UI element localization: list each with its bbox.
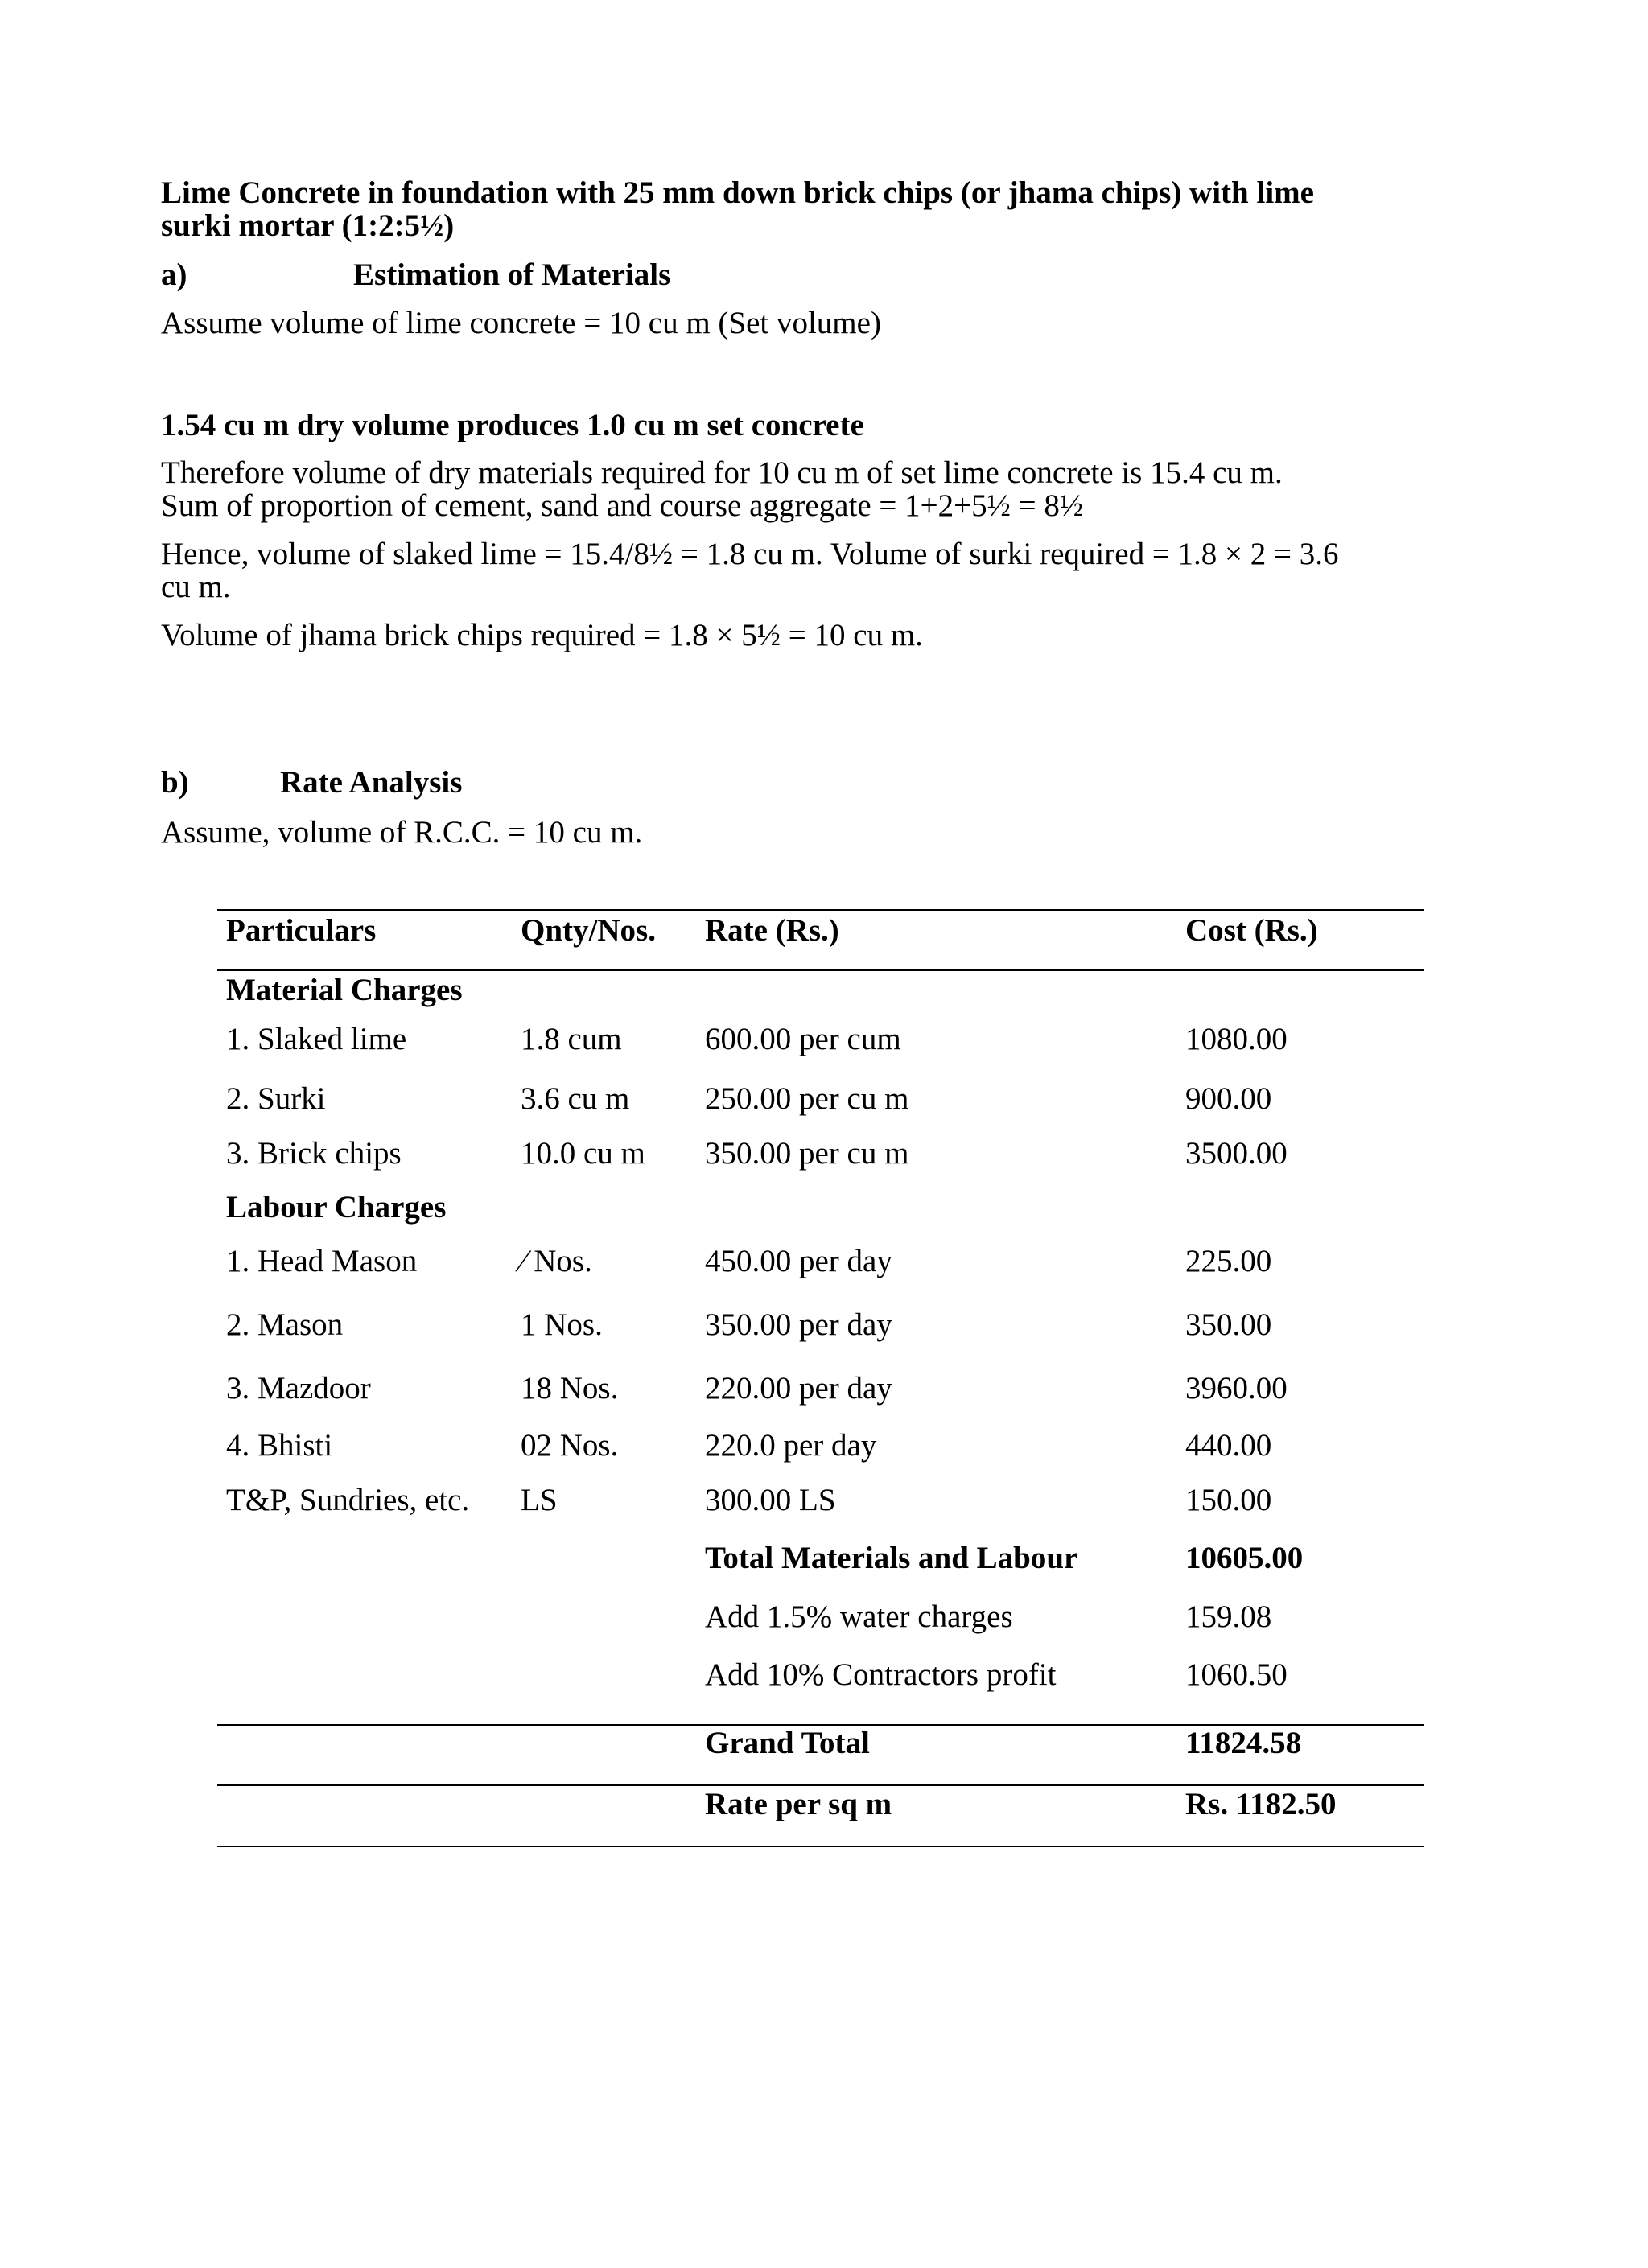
document-title-line-1: Lime Concrete in foundation with 25 mm down brick chips (or jhama chips) with lime bbox=[161, 175, 1314, 210]
row-cost: 150.00 bbox=[1185, 1483, 1272, 1517]
row-particular: 2. Surki bbox=[226, 1081, 326, 1116]
row-rate: 350.00 per cu m bbox=[705, 1136, 909, 1171]
section-b-heading: Rate Analysis bbox=[280, 765, 463, 800]
row-quantity: ⁄ Nos. bbox=[521, 1244, 592, 1278]
row-cost: 350.00 bbox=[1185, 1307, 1272, 1342]
row-cost: 3500.00 bbox=[1185, 1136, 1288, 1171]
row-particular: 3. Mazdoor bbox=[226, 1371, 371, 1406]
row-rate: 450.00 per day bbox=[705, 1244, 892, 1278]
row-rate: 220.00 per day bbox=[705, 1371, 892, 1406]
row-rate: 220.0 per day bbox=[705, 1428, 877, 1463]
grand-total-label: Grand Total bbox=[705, 1726, 870, 1760]
row-particular: 1. Head Mason bbox=[226, 1244, 418, 1278]
row-cost: 900.00 bbox=[1185, 1081, 1272, 1116]
row-quantity: 3.6 cu m bbox=[521, 1081, 630, 1116]
total-value: 10605.00 bbox=[1185, 1541, 1304, 1575]
header-quantity: Qnty/Nos. bbox=[521, 913, 656, 948]
section-a-label: a) bbox=[161, 257, 187, 292]
row-particular: 4. Bhisti bbox=[226, 1428, 333, 1463]
paragraph-2-line-2: cu m. bbox=[161, 570, 231, 604]
paragraph-1-line-2: Sum of proportion of cement, sand and course aggregate = 1+2+5½ = 8½ bbox=[161, 488, 1084, 523]
row-particular: 2. Mason bbox=[226, 1307, 344, 1342]
row-particular: 3. Brick chips bbox=[226, 1136, 402, 1171]
header-cost: Cost (Rs.) bbox=[1185, 913, 1318, 948]
rate-per-sqm-value: Rs. 1182.50 bbox=[1185, 1787, 1337, 1821]
table-bottom-rule bbox=[217, 1846, 1424, 1847]
row-rate: 300.00 LS bbox=[705, 1483, 836, 1517]
row-quantity: 10.0 cu m bbox=[521, 1136, 645, 1171]
row-quantity: 18 Nos. bbox=[521, 1371, 619, 1406]
header-particulars: Particulars bbox=[226, 913, 377, 948]
paragraph-2-line-1: Hence, volume of slaked lime = 15.4/8½ = 1.8 cu m. Volume of surki required = 1.8 × 2 = 3.6 bbox=[161, 537, 1339, 571]
grand-total-value: 11824.58 bbox=[1185, 1726, 1302, 1760]
rate-row-top-rule bbox=[217, 1784, 1424, 1786]
material-charges-heading: Material Charges bbox=[226, 973, 463, 1007]
assume-volume-text: Assume volume of lime concrete = 10 cu m (Set volume) bbox=[161, 306, 881, 340]
paragraph-1-line-1: Therefore volume of dry materials required for 10 cu m of set lime concrete is 15.4 cu m. bbox=[161, 455, 1283, 490]
row-cost: 1080.00 bbox=[1185, 1022, 1288, 1056]
contractor-profit-value: 1060.50 bbox=[1185, 1657, 1288, 1692]
table-top-rule bbox=[217, 909, 1424, 911]
row-rate: 350.00 per day bbox=[705, 1307, 892, 1342]
row-rate: 250.00 per cu m bbox=[705, 1081, 909, 1116]
document-title-line-2: surki mortar (1:2:5½) bbox=[161, 208, 455, 243]
section-a-heading: Estimation of Materials bbox=[353, 257, 671, 292]
row-rate: 600.00 per cum bbox=[705, 1022, 901, 1056]
water-charges-label: Add 1.5% water charges bbox=[705, 1599, 1013, 1634]
rate-per-sqm-label: Rate per sq m bbox=[705, 1787, 892, 1821]
row-particular: T&P, Sundries, etc. bbox=[226, 1483, 470, 1517]
water-charges-value: 159.08 bbox=[1185, 1599, 1272, 1634]
row-quantity: 1.8 cum bbox=[521, 1022, 622, 1056]
header-bottom-rule bbox=[217, 969, 1424, 971]
header-rate: Rate (Rs.) bbox=[705, 913, 839, 948]
total-label: Total Materials and Labour bbox=[705, 1541, 1078, 1575]
row-cost: 440.00 bbox=[1185, 1428, 1272, 1463]
row-cost: 225.00 bbox=[1185, 1244, 1272, 1278]
dry-volume-heading: 1.54 cu m dry volume produces 1.0 cu m set concrete bbox=[161, 408, 864, 442]
row-quantity: LS bbox=[521, 1483, 558, 1517]
row-quantity: 1 Nos. bbox=[521, 1307, 603, 1342]
section-b-label: b) bbox=[161, 765, 189, 800]
labour-charges-heading: Labour Charges bbox=[226, 1190, 447, 1225]
contractor-profit-label: Add 10% Contractors profit bbox=[705, 1657, 1057, 1692]
paragraph-3: Volume of jhama brick chips required = 1.8 × 5½ = 10 cu m. bbox=[161, 618, 923, 652]
row-particular: 1. Slaked lime bbox=[226, 1022, 407, 1056]
row-quantity: 02 Nos. bbox=[521, 1428, 619, 1463]
assume-rcc-text: Assume, volume of R.C.C. = 10 cu m. bbox=[161, 815, 643, 850]
row-cost: 3960.00 bbox=[1185, 1371, 1288, 1406]
